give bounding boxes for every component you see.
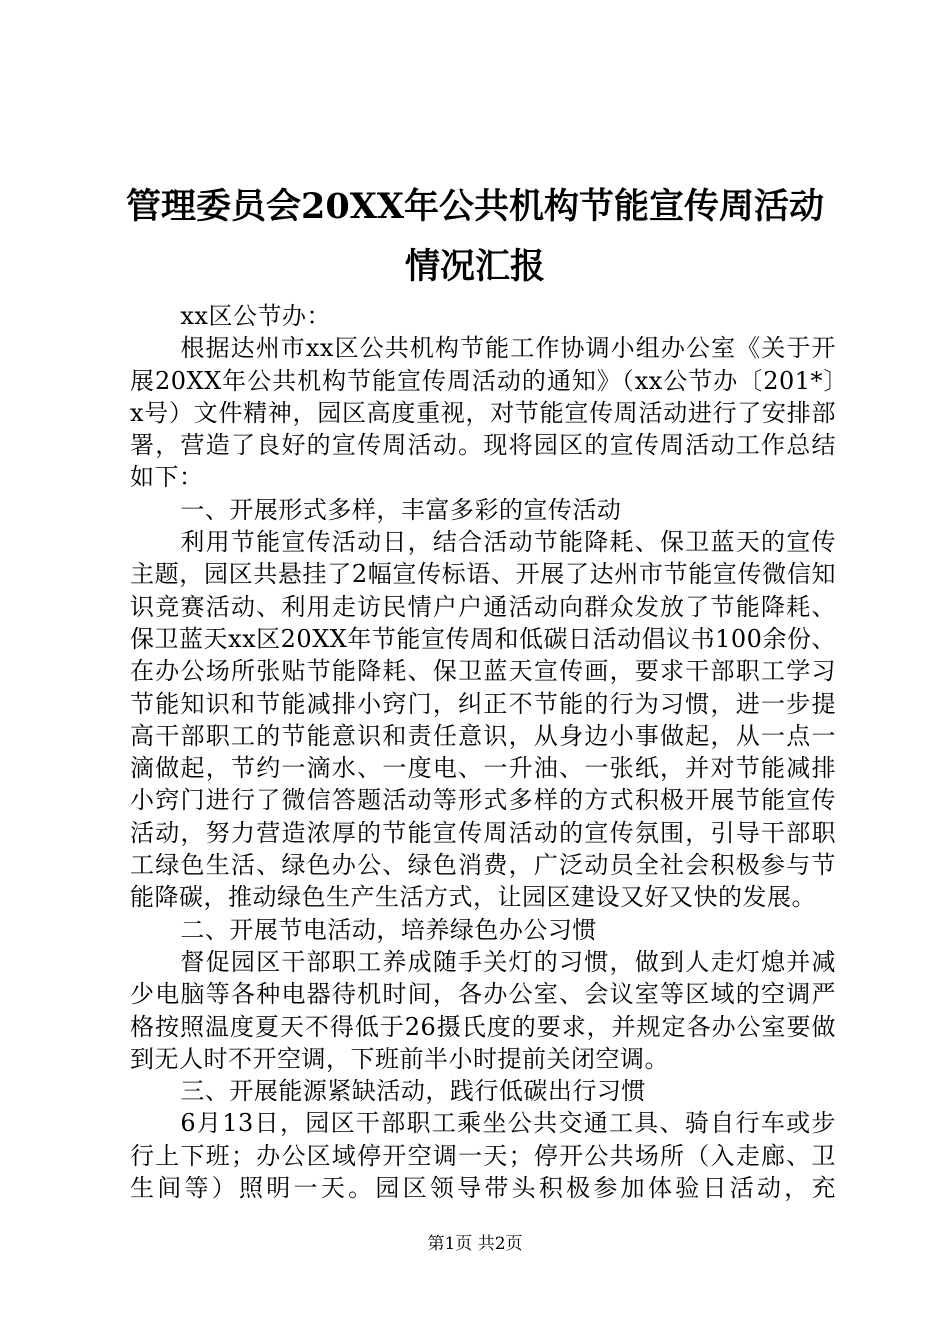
- document-body: [130, 300, 836, 1204]
- paragraph-section-1: 利用节能宣传活动日，结合活动节能降耗、保卫蓝天的宣传主题，园区共悬挂了2幅宣传标语、开展了达州市节能宣传微信知识竞赛活动、利用走访民情户户通活动向群众发放了节能降耗、保卫蓝天xx区20XX年节能宣传周和低碳日活动倡议书100余份、在办公场所张贴节能降耗、保卫蓝天宣传画，要求干部职工学习节能知识和节能减排小窍门，纠正不节能的行为习惯，进一步提高干部职工的节能意识和责任意识，从身边小事做起，从一点一滴做起，节约一滴水、一度电、一升油、一张纸，并对节能减排小窍门进行了微信答题活动等形式多样的方式积极开展节能宣传活动，努力营造浓厚的节能宣传周活动的宣传氛围，引导干部职工绿色生活、绿色办公、绿色消费，广泛动员全社会积极参与节能降碳，推动绿色生产生活方式，让园区建设又好又快的发展。: [130, 528, 836, 912]
- page-title-line-2: 情况汇报: [404, 246, 545, 287]
- page-footer: 第1页 共2页: [427, 1234, 523, 1254]
- page-title-line-1: 管理委员会20XX年公共机构节能宣传周活动: [125, 186, 825, 227]
- salutation: xx区公节办：: [180, 302, 331, 330]
- paragraph-section-3: 6月13日，园区干部职工乘坐公共交通工具、骑自行车或步行上下班；办公区域停开空调一天；停开公共场所（入走廊、卫生间等）照明一天。园区领导带头积极参加体验日活动，充: [130, 1109, 836, 1203]
- paragraph-intro: 根据达州市xx区公共机构节能工作协调小组办公室《关于开展20XX年公共机构节能宣传周活动的通知》（xx公节办〔201*〕x号）文件精神，园区高度重视，对节能宣传周活动进行了安排部署，营造了良好的宣传周活动。现将园区的宣传周活动工作总结如下：: [130, 334, 836, 492]
- section-heading-3: 三、开展能源紧缺活动，践行低碳出行习惯: [180, 1077, 646, 1106]
- section-heading-1: 一、开展形式多样，丰富多彩的宣传活动: [180, 495, 622, 524]
- section-heading-2: 二、开展节电活动，培养绿色办公习惯: [180, 915, 597, 944]
- paragraph-section-2: 督促园区干部职工养成随手关灯的习惯，做到人走灯熄并减少电脑等各种电器待机时间，各办公室、会议室等区域的空调严格按照温度夏天不得低于26摄氏度的要求，并规定各办公室要做到无人时不开空调，下班前半小时提前关闭空调。: [130, 947, 836, 1073]
